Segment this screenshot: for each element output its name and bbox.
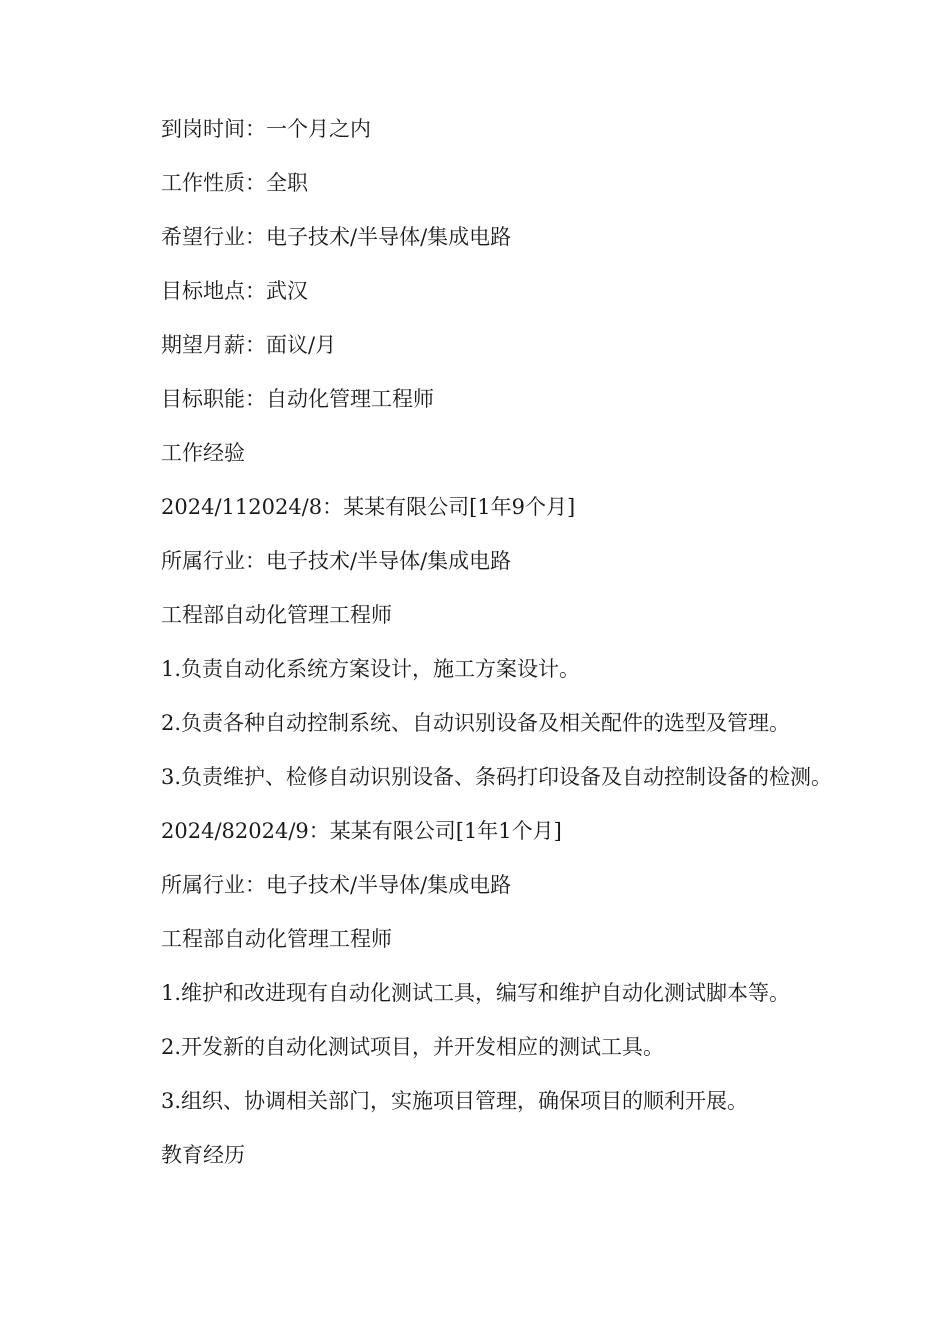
- document-body: [115, 112, 835, 1192]
- field-job-type: 工作性质：全职: [161, 171, 308, 195]
- job-1-duty-3: 3.负责维护、检修自动识别设备、条码打印设备及自动控制设备的检测。: [161, 765, 833, 789]
- job-2-period-company: 2024/82024/9：某某有限公司[1年1个月]: [161, 819, 562, 843]
- job-1-duty-1: 1.负责自动化系统方案设计，施工方案设计。: [161, 657, 581, 681]
- job-1-industry: 所属行业：电子技术/半导体/集成电路: [161, 549, 512, 573]
- field-target-location: 目标地点：武汉: [161, 279, 308, 303]
- field-start-time: 到岗时间：一个月之内: [161, 117, 371, 141]
- job-1-duty-2: 2.负责各种自动控制系统、自动识别设备及相关配件的选型及管理。: [161, 711, 791, 735]
- job-2-duty-2: 2.开发新的自动化测试项目，并开发相应的测试工具。: [161, 1035, 665, 1059]
- job-1-title: 工程部自动化管理工程师: [161, 603, 392, 627]
- job-2-industry: 所属行业：电子技术/半导体/集成电路: [161, 873, 512, 897]
- job-2-duty-3: 3.组织、协调相关部门，实施项目管理，确保项目的顺利开展。: [161, 1089, 749, 1113]
- section-heading-education: 教育经历: [161, 1143, 245, 1167]
- section-heading-work-experience: 工作经验: [161, 441, 245, 465]
- job-2-title: 工程部自动化管理工程师: [161, 927, 392, 951]
- job-2-duty-1: 1.维护和改进现有自动化测试工具，编写和维护自动化测试脚本等。: [161, 981, 791, 1005]
- field-target-role: 目标职能：自动化管理工程师: [161, 387, 434, 411]
- field-desired-industry: 希望行业：电子技术/半导体/集成电路: [161, 225, 512, 249]
- job-1-period-company: 2024/112024/8：某某有限公司[1年9个月]: [161, 495, 576, 519]
- field-expected-salary: 期望月薪：面议/月: [161, 333, 337, 357]
